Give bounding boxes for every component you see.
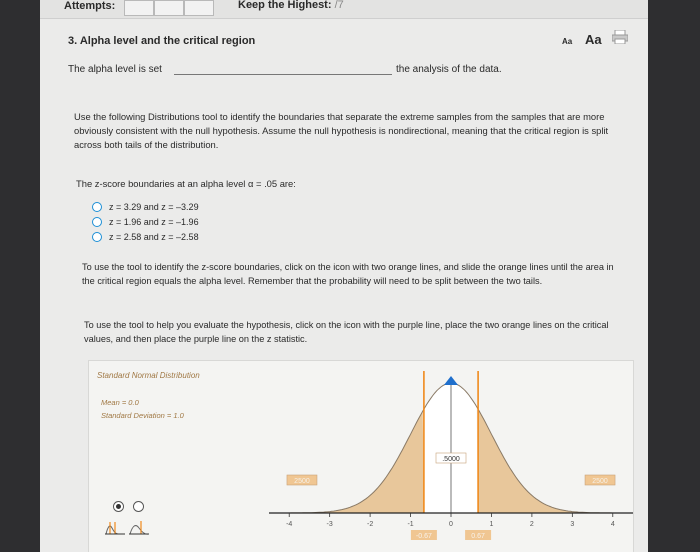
radio-button[interactable] (92, 217, 102, 227)
distributions-tool (88, 360, 634, 552)
right-tail-region (478, 409, 633, 513)
region-probability-label: 2500 (592, 478, 608, 485)
attempts-label: Attempts: (64, 0, 116, 12)
boundary-value-label: 0.67 (471, 533, 485, 540)
tool-sd: Standard Deviation = 1.0 (101, 411, 184, 420)
intro-paragraph: Use the following Distributions tool to identify the boundaries that separate the extreme samples from the samples that are more obviously consistent with the null hypothesis. Assume the null hypothesis is nondirectional, meaning that the critical region is split across both tails of the distribution. (74, 111, 609, 150)
answer-options (92, 199, 199, 244)
tool-mode-radio[interactable] (133, 501, 144, 512)
normal-distribution-chart[interactable] (269, 361, 633, 552)
answer-option-label: z = 3.29 and z = –3.29 (109, 201, 199, 212)
radio-button[interactable] (92, 232, 102, 242)
answer-option-1[interactable] (92, 199, 199, 214)
alpha-suffix: the analysis of the data. (396, 64, 502, 75)
region-probability-label: .5000 (442, 456, 460, 463)
x-tick-label: 0 (449, 521, 453, 528)
x-tick-label: 4 (610, 521, 615, 528)
tool-instruction-boundaries: To use the tool to identify the z-score boundaries, click on the icon with two orange lines, and slide the orange lines until the area in the critical region equals the alpha level. Remember that the probability will need to be split between the two tails. (82, 262, 614, 286)
font-increase-button[interactable]: Aa (585, 32, 602, 47)
attempts-bar (40, 0, 648, 19)
radio-button[interactable] (92, 202, 102, 212)
tool-mode-radio-selected[interactable] (113, 501, 124, 512)
answer-option-2[interactable] (92, 214, 199, 229)
x-tick-label: 3 (570, 521, 575, 528)
x-tick-label: -3 (326, 521, 333, 528)
drag-marker-icon[interactable] (444, 376, 458, 385)
question-title: 3. Alpha level and the critical region (68, 35, 256, 47)
keep-highest-value: /7 (334, 0, 344, 11)
attempt-box-1 (124, 0, 154, 16)
attempt-box-2 (154, 0, 184, 16)
tool-title: Standard Normal Distribution (97, 371, 200, 380)
x-tick-label: 2 (529, 521, 534, 528)
alpha-prefix: The alpha level is set (68, 64, 162, 75)
attempt-box-3 (184, 0, 214, 16)
purple-line-icon[interactable] (129, 519, 149, 535)
font-decrease-button[interactable]: Aa (562, 37, 573, 46)
x-tick-label: -4 (286, 521, 293, 528)
left-tail-region (269, 411, 424, 513)
answer-option-3[interactable] (92, 229, 199, 244)
keep-highest (238, 0, 344, 11)
alpha-answer-dropdown[interactable] (174, 74, 392, 75)
tool-mean: Mean = 0.0 (101, 398, 139, 407)
answer-option-label: z = 2.58 and z = –2.58 (109, 231, 199, 242)
x-tick-label: 1 (489, 521, 494, 528)
print-icon[interactable] (612, 30, 628, 44)
boundary-value-label: -0.67 (415, 533, 432, 540)
z-question: The z-score boundaries at an alpha level α = .05 are: (76, 178, 296, 189)
x-tick-label: -2 (366, 521, 374, 528)
region-probability-label: 2500 (294, 478, 310, 485)
tool-instruction-hypothesis: To use the tool to help you evaluate the hypothesis, click on the icon with the purple line, place the two orange lines on the critical values, and then place the purple line on the z statistic. (84, 320, 609, 344)
keep-highest-label: Keep the Highest: (238, 0, 332, 11)
x-tick-label: -1 (407, 521, 414, 528)
two-orange-lines-icon[interactable] (105, 519, 125, 535)
answer-option-label: z = 1.96 and z = –1.96 (109, 216, 199, 227)
assignment-page (40, 0, 648, 552)
